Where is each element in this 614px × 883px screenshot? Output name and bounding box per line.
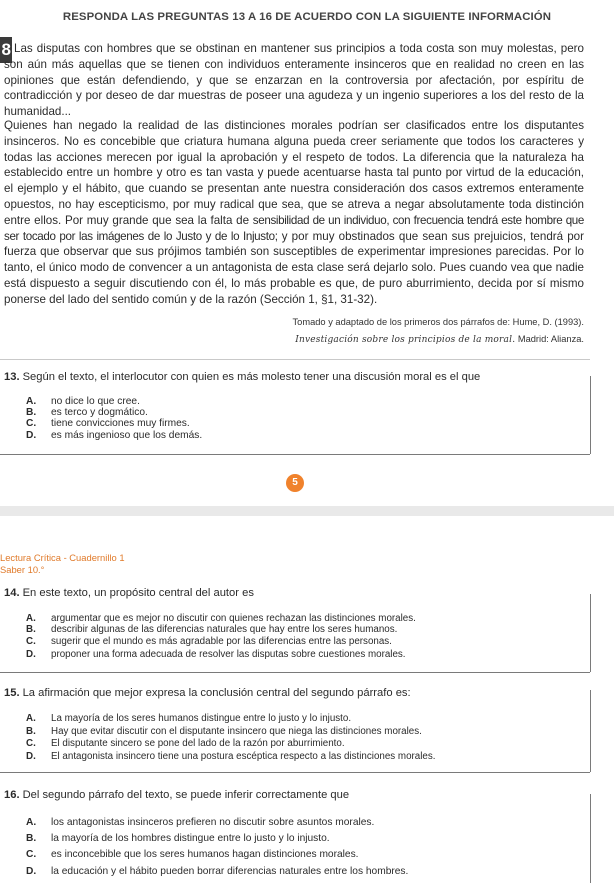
- answer-margin-line: [590, 690, 591, 772]
- footer-booklet-title: Lectura Crítica - Cuadernillo 1: [0, 552, 125, 563]
- paragraph-2-text-a: Quienes han negado la realidad de las distinciones morales podrían ser clasificados entre los disputantes insinceros. No es concebible que criatura humana alguna pueda creer seriamente que todos los caracteres y todas las acciones merecen por igual la aprobación y el respeto de todos. La diferencia que la naturaleza ha establecido entre un hombre y otro es tan vasta y puede acentuarse hasta tal punto por virtud de la educación, el ejemplo y el hábito, que cuando se presentan ante nuestra consideración dos casos extremos enteramente opuestos, no hay escepticismo, por muy radical que sea, que se atreva a negar absolutamente toda distinción entre ellos. Por muy grande que sea la falta de: [4, 119, 584, 227]
- question-number: 14.: [4, 587, 20, 599]
- question-16-option-c[interactable]: [26, 849, 359, 860]
- option-text: es más ingenioso que los demás.: [51, 430, 203, 441]
- source-book-title: Investigación sobre los principios de la moral.: [295, 335, 516, 345]
- question-13-stem: [4, 371, 480, 383]
- question-16-option-d[interactable]: [26, 866, 408, 877]
- option-text: la educación y el hábito pueden borrar diferencias naturales entre los hombres.: [51, 866, 409, 877]
- option-text: describir algunas de las diferencias naturales que hay entre los seres humanos.: [51, 624, 398, 635]
- option-letter: C.: [26, 738, 36, 749]
- side-page-number: 8: [0, 37, 12, 63]
- option-letter: B.: [26, 624, 36, 635]
- paragraph-2-text-b: sensibilidad de un individuo, con frecuencia tendrá este hombre que ser tocado por las imágenes de lo Justo y de lo Injusto;: [4, 213, 584, 243]
- question-text: Según el texto, el interlocutor con quien es más molesto tener una discusión moral es el que: [22, 371, 481, 383]
- option-text: no dice lo que cree.: [51, 396, 140, 407]
- question-13-option-a[interactable]: [26, 396, 140, 407]
- question-13-option-c[interactable]: [26, 418, 190, 429]
- option-letter: D.: [26, 866, 37, 877]
- source-citation-title: [295, 334, 584, 345]
- section-heading: RESPONDA LAS PREGUNTAS 13 A 16 DE ACUERDO CON LA SIGUIENTE INFORMACIÓN: [62, 11, 552, 23]
- option-letter: C.: [26, 418, 37, 429]
- option-letter: B.: [26, 833, 37, 844]
- reading-paragraph-2: [4, 118, 584, 308]
- source-citation: Tomado y adaptado de los primeros dos párrafos de: Hume, D. (1993).: [292, 317, 584, 327]
- option-letter: D.: [26, 751, 36, 762]
- question-16-stem: [4, 789, 349, 801]
- option-text: El disputante sincero se pone del lado de la razón por aburrimiento.: [51, 738, 345, 749]
- question-14-option-b[interactable]: [26, 624, 397, 635]
- option-letter: A.: [26, 613, 36, 624]
- option-text: los antagonistas insinceros prefieren no discutir sobre asuntos morales.: [51, 817, 375, 828]
- question-14-option-a[interactable]: [26, 613, 416, 624]
- option-letter: A.: [26, 713, 36, 724]
- option-text: El antagonista insincero tiene una postura escéptica respecto a las distinciones morales.: [51, 751, 436, 762]
- question-text: En este texto, un propósito central del autor es: [22, 587, 254, 599]
- option-letter: B.: [26, 726, 36, 737]
- question-number: 13.: [4, 371, 20, 383]
- reading-paragraph-1: Las disputas con hombres que se obstinan en mantener sus principios a toda costa son muy molestas, pero son aún más aquellas que se tienen con individuos enteramente insinceros que en realidad no creen en las opiniones que están defendiendo, y que se enzarzan en la controversia por afectación, por espíritu de contradicción y por deseo de dar muestras de poseer una agudeza y un ingenio superiores a los del resto de la humanidad...: [4, 42, 584, 119]
- question-14-stem: [4, 587, 254, 599]
- option-text: proponer una forma adecuada de resolver las disputas sobre cuestiones morales.: [51, 649, 406, 660]
- question-number: 16.: [4, 789, 20, 801]
- option-letter: C.: [26, 636, 36, 647]
- question-15-option-d[interactable]: [26, 751, 435, 762]
- page-number-badge: 5: [286, 474, 304, 492]
- question-15-option-b[interactable]: [26, 726, 422, 737]
- question-15-option-c[interactable]: [26, 738, 345, 749]
- answer-margin-line: [590, 594, 591, 672]
- option-letter: C.: [26, 849, 37, 860]
- page-separator: [0, 506, 614, 516]
- option-text: tiene convicciones muy firmes.: [51, 418, 190, 429]
- option-letter: D.: [26, 649, 36, 660]
- question-16-option-a[interactable]: [26, 817, 374, 828]
- question-13-option-b[interactable]: [26, 407, 148, 418]
- question-13-option-d[interactable]: [26, 430, 202, 441]
- question-text: Del segundo párrafo del texto, se puede inferir correctamente que: [22, 789, 350, 801]
- option-text: es terco y dogmático.: [51, 407, 148, 418]
- option-letter: A.: [26, 396, 37, 407]
- option-letter: D.: [26, 430, 37, 441]
- question-15-stem: [4, 687, 411, 699]
- option-text: sugerir que el mundo es más agradable por las diferencias entre las personas.: [51, 636, 392, 647]
- option-text: argumentar que es mejor no discutir con quienes rechazan las distinciones morales.: [51, 613, 416, 624]
- option-text: La mayoría de los seres humanos distingue entre lo justo y lo injusto.: [51, 713, 352, 724]
- question-bottom-rule: [0, 672, 590, 673]
- divider: [0, 359, 590, 360]
- question-14-option-c[interactable]: [26, 636, 392, 647]
- question-text: La afirmación que mejor expresa la conclusión central del segundo párrafo es:: [22, 687, 411, 699]
- question-number: 15.: [4, 687, 20, 699]
- option-text: Hay que evitar discutir con el disputante insincero que niega las distinciones morales.: [51, 726, 422, 737]
- paragraph-2-text-c: y por muy obstinados que sean sus prejuicios, tendrá por fuerza que observar que sus prójimos también son susceptibles de experimentar impresiones parecidas. Por lo tanto, el único modo de convencer a un antagonista de esta clase será dejarlo solo. Pues cuando vea que nadie está dispuesto a seguir discutiendo con él, lo más probable es que, de puro aburrimiento, decida por sí mismo ponerse del lado del sentido común y de la razón (Sección 1, §1, 31-32).: [4, 229, 584, 306]
- source-publisher: Madrid: Alianza.: [515, 334, 584, 344]
- question-15-option-a[interactable]: [26, 713, 351, 724]
- option-text: es inconcebible que los seres humanos hagan distinciones morales.: [51, 849, 359, 860]
- question-14-option-d[interactable]: [26, 649, 406, 660]
- question-16-option-b[interactable]: [26, 833, 330, 844]
- option-letter: B.: [26, 407, 37, 418]
- option-text: la mayoría de los hombres distingue entre lo justo y lo injusto.: [51, 833, 330, 844]
- option-letter: A.: [26, 817, 37, 828]
- question-bottom-rule: [0, 772, 590, 773]
- answer-margin-line: [590, 376, 591, 454]
- answer-margin-line: [590, 794, 591, 883]
- question-bottom-rule: [0, 454, 590, 455]
- footer-grade: Saber 10.°: [0, 564, 45, 575]
